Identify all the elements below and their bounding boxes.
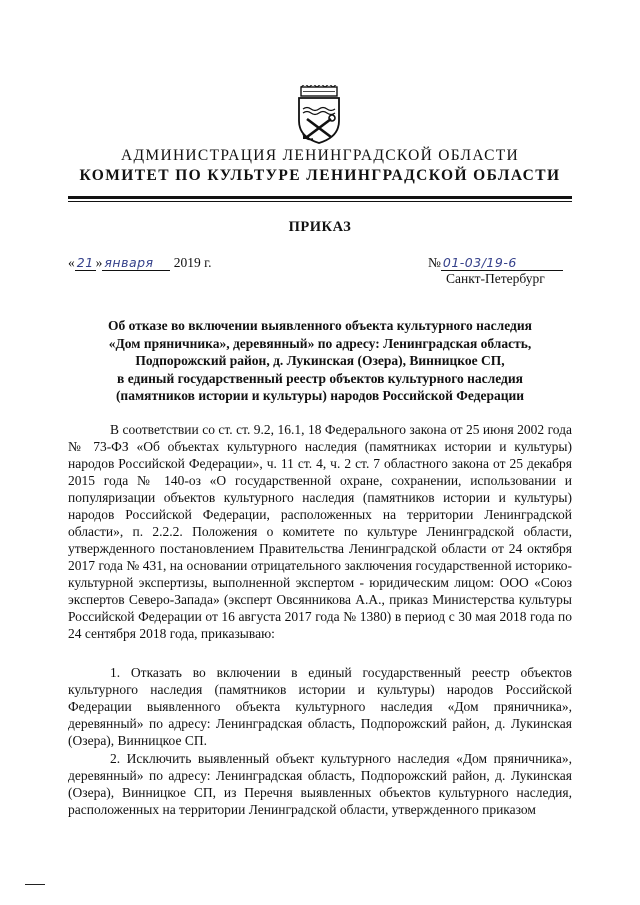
title-line: (памятников истории и культуры) народов Российской Федерации [115,388,525,403]
number-label: № [428,255,441,270]
date-day: 21 [76,255,94,270]
preamble-paragraph: В соответствии со ст. ст. 9.2, 16.1, 18 Федерального закона от 25 июня 2002 года № 73-ФЗ «Об объектах культурного наследия (памятниках истории и культуры) народов Российской Федерации», ч. 11 ст. 4, ч. 2 ст. 7 областного закона от 25 декабря 2015 года № 140-оз «О государственной охране, сохранении, использовании и популяризации объектов культурного наследия (памятников истории и культуры) народов Российской Федерации, расположенных на территории Ленинградской области», п. 2.2.2. Положения о комитете по культуре Ленинградской области, утвержденного постановлением Правительства Ленинградской области от 24 октября 2017 года № 431, на основании отрицательного заключения государственной историко-культурной экспертизы, выполненной экспертом - юридическим лицом: ООО «Союз экспертов Северо-Запада» (эксперт Овсянникова А.А., приказ Министерства культуры Российской Федерации от 16 августа 2017 года № 1380) в период с 30 мая 2018 года по 24 сентября 2018 года, приказываю: [68,422,572,641]
committee-title: КОМИТЕТ ПО КУЛЬТУРЕ ЛЕНИНГРАДСКОЙ ОБЛАСТИ [79,167,561,184]
city-name: Санкт-Петербург [446,271,545,286]
document-type-heading: ПРИКАЗ [288,219,352,235]
organization-title: АДМИНИСТРАЦИЯ ЛЕНИНГРАДСКОЙ ОБЛАСТИ [121,147,519,164]
header-rule-thin [68,201,572,202]
number-value: 01-03/19-6 [441,256,563,271]
date-month: января [102,256,170,271]
order-date: « 21 » января 2019 г. [68,255,212,270]
order-number [428,255,563,271]
clause-1-paragraph: 1. Отказать во включении в единый государственный реестр объектов культурного наследия (памятников истории и культуры) народов Российской Федерации выявленного объекта культурного наследия «Дом пряничника», деревянный» по адресу: Ленинградская область, Подпорожский район, д. Лукинская (Озера), Винницкое СП. [68,665,572,748]
clause-2-paragraph: 2. Исключить выявленный объект культурного наследия «Дом пряничника», деревянный» по адресу: Ленинградская область, Подпорожский район, д. Лукинская (Озера), Винницкое СП, из Перечня выявленных объектов культурного наследия, расположенных на территории Ленинградской области, утвержденного приказом [68,751,572,817]
order-title [68,317,572,405]
title-line: Об отказе во включении выявленного объекта культурного наследия [108,318,532,333]
title-line: «Дом пряничника», деревянный» по адресу: Ленинградская область, [108,335,532,351]
date-year: 2019 г. [173,255,212,270]
title-line: Подпорожский район, д. Лукинская (Озера), Винницкое СП, [135,353,505,368]
coat-of-arms-icon [287,85,351,145]
footer-mark [25,884,45,885]
title-line: в единый государственный реестр объектов культурного наследия [117,370,523,386]
header-rule-thick [68,196,572,199]
